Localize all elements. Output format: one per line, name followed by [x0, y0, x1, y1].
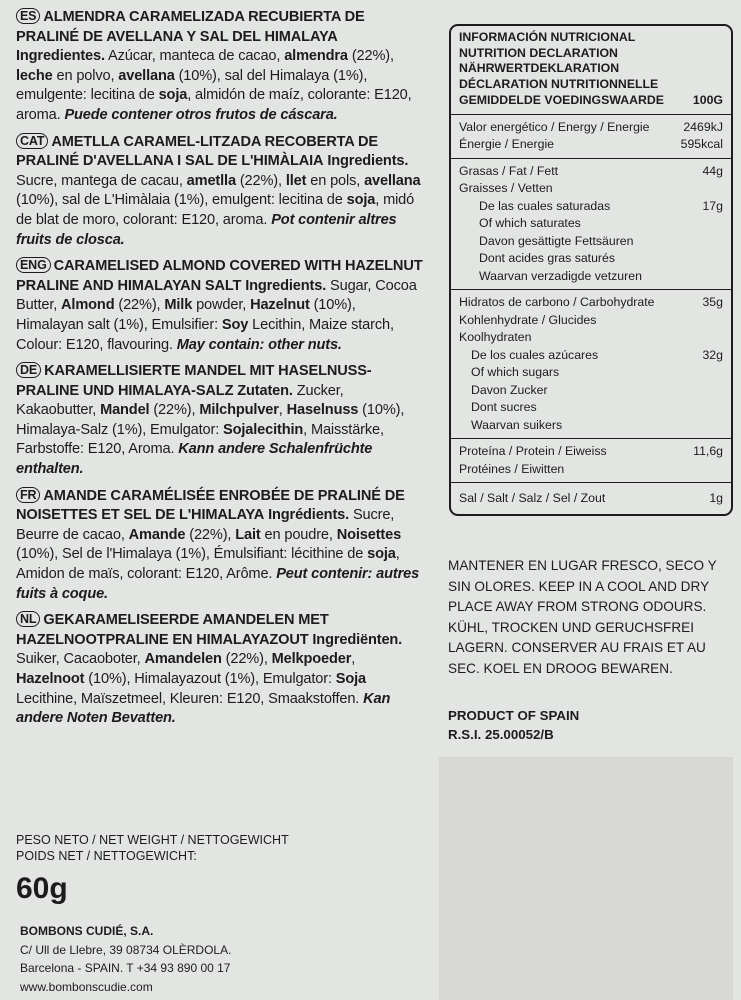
- protein-label: Protéines / Eiwitten: [459, 461, 565, 476]
- allergen: Hazelnut: [250, 297, 310, 314]
- language-badge-cat: CAT: [16, 133, 48, 149]
- nutrition-energy: [451, 114, 731, 158]
- allergen: Almond: [61, 297, 115, 314]
- allergen-warning-eng: May contain: other nuts.: [176, 336, 342, 353]
- energy-label: Énergie / Energie: [459, 137, 555, 151]
- product-origin-block: [448, 706, 579, 744]
- company-name: BOMBONS CUDIÉ, S.A.: [20, 924, 154, 938]
- product-origin: PRODUCT OF SPAIN: [448, 708, 580, 723]
- allergen: Lait: [235, 526, 261, 543]
- blank-label-area: [439, 757, 733, 1000]
- energy-kcal: 595kcal: [680, 137, 723, 151]
- nutrition-carbohydrate: [451, 289, 731, 438]
- saturates-label: Dont acides gras saturés: [479, 251, 616, 265]
- fat-label: Graisses / Vetten: [459, 181, 553, 195]
- allergen: soja: [367, 546, 396, 563]
- ingredients-text: (22%),: [351, 48, 394, 65]
- product-title-fr: AMANDE CARAMÉLISÉE ENROBÉE DE PRALINÉ DE NOISETTES ET SEL DE L'HIMALAYA: [16, 487, 405, 524]
- allergen: soja: [346, 192, 376, 209]
- ingredients-text: Sucre, mantega de cacau,: [16, 172, 183, 189]
- allergen: Noisettes: [336, 526, 402, 543]
- ingredients-text: en poudre,: [264, 526, 333, 543]
- product-title-de: KARAMELLISIERTE MANDEL MIT HASELNUSS-PRALINE UND HIMALAYA-SALZ: [16, 363, 372, 399]
- saturates-label: Waarvan verzadigde vetzuren: [479, 268, 642, 283]
- nutrition-salt: [451, 482, 731, 514]
- allergen: Melkpoeder: [271, 651, 352, 668]
- nutrition-table: [449, 24, 733, 516]
- net-weight-value: 60g: [16, 872, 68, 905]
- carb-label: Hidratos de carbono / Carbohydrate: [459, 295, 655, 309]
- product-title-es: ALMENDRA CARAMELIZADA RECUBIERTA DE PRALINÉ DE AVELLANA Y SAL DEL HIMALAYA: [16, 9, 365, 45]
- ingredients-text: (10%), Sel de l'Himalaya (1%), Émulsifiant: lécithine de: [16, 546, 364, 563]
- allergen-warning-es: Puede contener otros frutos de cáscara.: [64, 106, 338, 123]
- ingredients-text: powder,: [196, 297, 247, 314]
- nutrition-title: NUTRITION DECLARATION: [459, 45, 618, 60]
- saturates-label: De las cuales saturadas: [479, 198, 611, 213]
- allergen: soja: [158, 87, 188, 104]
- sugars-value: 32g: [702, 347, 723, 362]
- ingredients-text: , almidón de maíz, colorante: E120, aroma.: [16, 87, 412, 123]
- ingredients-text: Sugar, Cocoa Butter,: [16, 277, 417, 314]
- ingredients-text: en pols,: [310, 172, 361, 189]
- fat-value: 44g: [702, 163, 723, 178]
- sugars-label: Waarvan suikers: [471, 417, 563, 432]
- ingredients-text: (22%),: [118, 297, 161, 314]
- language-badge-es: ES: [16, 8, 40, 24]
- ingredients-de: [16, 362, 424, 480]
- ingredients-heading-fr: Ingrédients.: [268, 507, 350, 524]
- ingredients-fr: [16, 487, 424, 605]
- allergen: ametlla: [186, 172, 236, 189]
- ingredients-text: (22%),: [239, 172, 282, 189]
- storage-instructions: MANTENER EN LUGAR FRESCO, SECO Y SIN OLORES. KEEP IN A COOL AND DRY PLACE AWAY FROM STRONG ODOURS. KÜHL, TROCKEN UND GERUCHSFREI LAGERN. CONSERVER AU FRAIS ET AU SEC. KOEL EN DROOG BEWAREN.: [448, 558, 717, 676]
- language-badge-eng: ENG: [16, 257, 51, 273]
- allergen-warning-nl: Kan andere Noten Bevatten.: [16, 690, 391, 727]
- ingredients-text: ,: [351, 651, 356, 668]
- allergen: leche: [16, 67, 53, 84]
- allergen: Milchpulver: [199, 402, 279, 419]
- fat-label: Grasas / Fat / Fett: [459, 163, 559, 178]
- allergen: Amande: [128, 526, 186, 543]
- energy-label: Valor energético / Energy / Energie: [459, 119, 650, 134]
- allergen: Haselnuss: [286, 402, 359, 419]
- saturates-label: Of which saturates: [479, 216, 581, 230]
- company-info: [20, 922, 231, 996]
- product-title-nl: GEKARAMELISEERDE AMANDELEN MET HAZELNOOTPRALINE EN HIMALAYAZOUT: [16, 612, 329, 648]
- ingredients-heading-de: Zutaten.: [237, 382, 293, 399]
- company-website: www.bombonscudie.com: [20, 979, 153, 994]
- allergen-warning-fr: Peut contenir: autres fuits à coque.: [16, 566, 420, 602]
- ingredients-heading-eng: Ingredients.: [245, 277, 327, 294]
- net-weight-line: PESO NETO / NET WEIGHT / NETTOGEWICHT: [16, 833, 289, 847]
- protein-label: Proteína / Protein / Eiweiss: [459, 444, 607, 458]
- language-badge-de: DE: [16, 362, 41, 378]
- ingredients-text: Azúcar, manteca de cacao,: [108, 48, 281, 65]
- carb-label: Koolhydraten: [459, 330, 532, 344]
- company-address: Barcelona - SPAIN. T +34 93 890 00 17: [20, 961, 231, 975]
- company-address: C/ Ull de Llebre, 39 08734 OLÈRDOLA.: [20, 942, 232, 957]
- ingredients-text: , Maisstärke, Farbstoffe: E120, Aroma.: [16, 421, 384, 458]
- registration-number: R.S.I. 25.00052/B: [448, 727, 554, 742]
- ingredients-text: Zucker, Kakaobutter,: [16, 382, 344, 419]
- ingredients-text: (22%),: [153, 402, 196, 419]
- ingredients-heading-cat: Ingredients.: [327, 153, 409, 170]
- ingredients-text: Lecithin, Maize starch, Colour: E120, flavouring.: [16, 316, 394, 353]
- nutrition-fat: [451, 158, 731, 290]
- sugars-label: De los cuales azúcares: [471, 347, 599, 362]
- language-badge-fr: FR: [16, 487, 40, 503]
- allergen-warning-de: Kann andere Schalenfrüchte enthalten.: [16, 441, 373, 478]
- ingredients-text: Lecithine, Maïszetmeel, Kleuren: E120, Smaakstoffen.: [16, 690, 360, 707]
- ingredients-column: [16, 8, 424, 736]
- allergen: avellana: [364, 172, 421, 189]
- nutrition-per-row: [459, 92, 723, 110]
- ingredients-text: ,: [278, 402, 283, 419]
- nutrition-title: DÉCLARATION NUTRITIONNELLE: [459, 76, 659, 91]
- ingredients-heading-nl: Ingrediënten.: [312, 631, 403, 648]
- product-title-cat: AMETLLA CARAMEL-LITZADA RECOBERTA DE PRALINÉ D'AVELLANA I SAL DE L'HIMÀLAIA: [16, 133, 379, 170]
- net-weight-line: POIDS NET / NETTOGEWICHT:: [16, 849, 197, 863]
- ingredients-text: (10%), Himalaya-Salz (1%), Emulgator:: [16, 402, 405, 438]
- ingredients-text: (22%),: [189, 526, 232, 543]
- ingredients-cat: [16, 133, 424, 251]
- ingredients-text: (10%), sal de L'Himàlaia (1%), emulgent: lecitina de: [16, 192, 343, 209]
- sugars-label: Dont sucres: [471, 400, 537, 414]
- ingredients-text: (22%),: [225, 651, 268, 668]
- salt-label: Sal / Salt / Salz / Sel / Zout: [459, 491, 606, 505]
- ingredients-nl: [16, 611, 424, 729]
- saturates-value: 17g: [702, 198, 723, 213]
- sugars-label: Of which sugars: [471, 365, 560, 379]
- ingredients-text: en polvo,: [56, 67, 115, 84]
- allergen: almendra: [284, 48, 348, 65]
- nutrition-title: INFORMACIÓN NUTRICIONAL: [459, 30, 636, 44]
- carb-value: 35g: [702, 295, 723, 309]
- allergen: avellana: [118, 67, 175, 84]
- allergen-warning-cat: Pot contenir altres fruits de closca.: [16, 211, 397, 248]
- allergen: Sojalecithin: [223, 421, 304, 438]
- ingredients-text: (10%), sal del Himalaya (1%), emulgente: lecitina de: [16, 67, 368, 104]
- saturates-label: Davon gesättigte Fettsäuren: [479, 233, 634, 248]
- ingredients-text: (10%), Himalayazout (1%), Emulgator:: [88, 671, 332, 687]
- language-badge-nl: NL: [16, 611, 40, 627]
- ingredients-text: Sucre, Beurre de cacao,: [16, 507, 395, 543]
- salt-value: 1g: [709, 491, 723, 505]
- allergen: Milk: [164, 297, 193, 314]
- protein-value: 11,6g: [693, 444, 723, 458]
- carb-label: Kohlenhydrate / Glucides: [459, 312, 597, 327]
- energy-kj: 2469kJ: [683, 119, 723, 134]
- allergen: Soja: [335, 671, 367, 687]
- nutrition-header: [451, 26, 731, 114]
- nutrition-title: GEMIDDELDE VOEDINGSWAARDE: [459, 93, 664, 107]
- ingredients-es: [16, 8, 424, 126]
- allergen: Hazelnoot: [16, 671, 85, 687]
- allergen: Amandelen: [144, 651, 222, 668]
- nutrition-protein: [451, 438, 731, 482]
- net-weight-label: [16, 832, 289, 864]
- nutrition-per: 100G: [692, 93, 723, 107]
- product-title-eng: CARAMELISED ALMOND COVERED WITH HAZELNUT PRALINE AND HIMALAYAN SALT: [16, 258, 423, 294]
- allergen: Mandel: [100, 402, 150, 419]
- allergen: Soy: [221, 316, 249, 333]
- ingredients-text: (10%), Himalayan salt (1%), Emulsifier:: [16, 297, 356, 333]
- ingredients-text: Suiker, Cacaoboter,: [16, 651, 141, 668]
- ingredients-eng: [16, 257, 424, 355]
- ingredients-heading-es: Ingredientes.: [16, 48, 105, 65]
- ingredients-text: , midó de blat de moro, colorant: E120, aroma.: [16, 192, 415, 228]
- sugars-label: Davon Zucker: [471, 382, 548, 397]
- nutrition-title: NÄHRWERTDEKLARATION: [459, 61, 620, 75]
- ingredients-text: , Amidon de maïs, colorant: E120, Arôme.: [16, 546, 400, 583]
- allergen: llet: [285, 172, 307, 189]
